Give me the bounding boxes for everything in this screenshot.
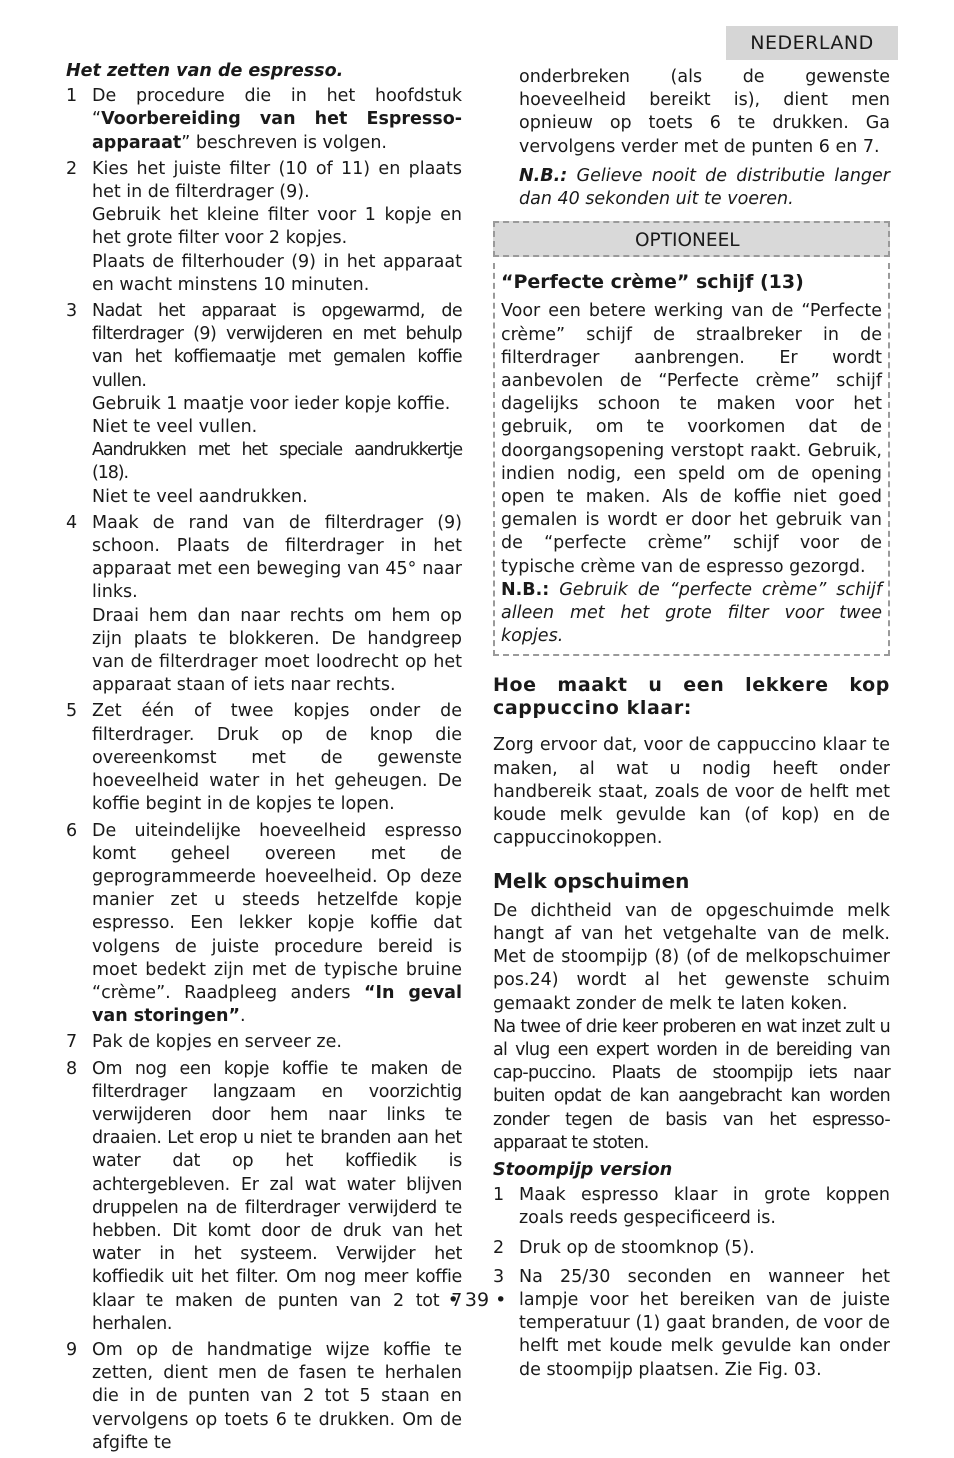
note-cream-disc — [501, 579, 882, 649]
step-text: Aandrukken met het speciale aandrukkertje (18). — [92, 440, 462, 484]
step-text: Kies het juiste filter (10 of 11) en plaats het in de filterdrager (9). — [92, 158, 462, 203]
step-text: Gebruik het kleine filter voor 1 kopje en het grote filter voor 2 kopjes. — [92, 205, 462, 249]
step-text: Nadat het apparaat is opgewarmd, de filterdrager (9) verwijderen en met behulp van het koffiemaatje met gemalen koffie vullen. — [92, 301, 462, 391]
cappuccino-text: Zorg ervoor dat, voor de cappuccino klaar te maken, al wat u nodig heeft onder handbereik staat, zoals de voor de helft met koude melk gevulde kan (of kop) en de cappuccinokoppen. — [493, 735, 890, 849]
left-column — [66, 60, 462, 1458]
optional-content — [493, 263, 890, 656]
list-item — [66, 700, 462, 816]
note-label: N.B.: — [501, 579, 550, 600]
optional-box — [493, 221, 890, 656]
list-item — [66, 1339, 462, 1455]
steam-steps — [493, 1184, 890, 1382]
step-number: 3 — [66, 301, 78, 322]
optional-text: Voor een betere werking van de “Perfecte crème” schijf de straalbreker in de filterdrager aanbrengen. Er wordt aanbevolen de “Perfecte crème” schijf dagelijks schoon te maken voor het gebruik, om te voorkomen dat de doorgangsopening verstopt raakt. Gebruik, indien nodig, een speld om de opening open te maken. Als de koffie niet goed gemalen is wordt er door het gebruik van de “perfecte crème” schijf voor de typische crème van de espresso gezorgd. — [501, 301, 882, 577]
list-item — [66, 158, 462, 297]
list-item — [66, 85, 462, 155]
step-number: 5 — [66, 701, 78, 722]
note-distribution — [519, 165, 890, 211]
step-text: Maak de rand van de filterdrager (9) schoon. Plaats de filterdrager in het apparaat met een beweging van 45° naar links. — [92, 512, 462, 603]
right-column — [493, 66, 890, 1385]
language-tab: NEDERLAND — [726, 26, 898, 60]
step-number: 3 — [493, 1266, 505, 1287]
step-text: Gebruik 1 maatje voor ieder kopje koffie. — [92, 393, 451, 414]
step-number: 6 — [66, 820, 78, 841]
section-heading-espresso: Het zetten van de espresso. — [66, 61, 344, 81]
steam-heading: Stoompijp version — [493, 1159, 673, 1180]
note-text: Gelieve nooit de distributie langer dan 40 sekonden uit te voeren. — [519, 165, 890, 210]
step-text: De procedure die in het hoofdstuk “ — [92, 86, 462, 130]
milk-text: Na twee of drie keer proberen en wat inzet zult u al vlug een expert worden in de bereiding van cap-puccino. Plaats de stoompijp iets naar buiten opdat de kan aangebracht kan worden zonder tegen de basis van het espresso-apparaat te stoten. — [493, 1016, 890, 1153]
step-number: 7 — [66, 1032, 78, 1053]
step-text: ” beschreven is volgen. — [181, 132, 387, 153]
step-text: Maak espresso klaar in grote koppen zoals reeds gespecificeerd is. — [519, 1185, 890, 1229]
espresso-steps — [66, 85, 462, 1455]
list-item — [493, 1184, 890, 1230]
step-number: 2 — [493, 1237, 505, 1258]
step-text: Draai hem dan naar rechts om hem op zijn plaats te blokkeren. De handgreep van de filterdrager moet loodrecht op het apparaat staan of iets naar rechts. — [92, 605, 462, 696]
step-number: 1 — [493, 1185, 505, 1206]
optional-title: “Perfecte crème” schijf (13) — [501, 271, 804, 294]
note-text: Gebruik de “perfecte crème” schijf alleen met het grote filter voor twee kopjes. — [501, 579, 882, 647]
step-text: Om nog een kopje koffie te maken de filterdrager langzaam en voorzichtig verwijderen door hem naar links te draaien. Let erop u niet te branden aan het water dat op het koffiedik is achtergebleven. Er zal wat water blijven druppelen na de filterdrager verwijderd te hebben. Dit komt door de druk van het water in het systeem. Verwijder het koffiedik uit het filter. Om nog meer koffie klaar te maken de punten van 2 tot 7 herhalen. — [92, 1058, 462, 1334]
list-item — [66, 512, 462, 698]
step-text: Om op de handmatige wijze koffie te zetten, dient men de fasen te herhalen die in de punten van 2 tot 5 staan en vervolgens op toets 6 te drukken. Om de afgifte te — [92, 1339, 462, 1453]
step-text: Na 25/30 seconden en wanneer het lampje voor het bereiken van de juiste temperatuur (1) gaat branden, de voor de helft met koude melk gevulde kan onder de stoompijp plaatsen. Zie Fig. 03. — [519, 1266, 890, 1380]
continuation-text: onderbreken (als de gewenste hoeveelheid bereikt is), dient men opnieuw op toets 6 te drukken. Ga vervolgens verder met de punten 6 en 7. — [519, 67, 890, 157]
step-text: De uiteindelijke hoeveelheid espresso komt geheel overeen met de geprogrammeerde hoeveelheid. Op deze manier zet u steeds hetzelfde kopje espresso. Een lekker kopje koffie dat volgens de juiste procedure bereid is moet bedekt zijn met de typische bruine “crème”. Raadpleeg anders — [92, 820, 462, 1003]
step-text: . — [240, 1006, 246, 1027]
step-bold-ref: Voorbereiding van het Espresso-apparaat — [92, 109, 462, 153]
step-number: 9 — [66, 1339, 78, 1360]
step-number: 8 — [66, 1058, 78, 1079]
step-number: 4 — [66, 512, 78, 533]
step-text: Plaats de filterhouder (9) in het apparaat en wacht minstens 10 minuten. — [92, 251, 462, 295]
page-number: • 39 • — [447, 1289, 507, 1311]
list-item — [66, 1031, 462, 1054]
list-item — [66, 300, 462, 509]
step-bold-ref: “In geval van storingen” — [92, 982, 462, 1027]
milk-heading: Melk opschuimen — [493, 869, 690, 894]
cappuccino-heading: Hoe maakt u een lekkere kop cappuccino klaar: — [493, 674, 890, 720]
step-text: Niet te veel vullen. — [92, 417, 258, 438]
step-text: Zet één of twee kopjes onder de filterdrager. Druk op de knop die overeenkomst met de gewenste hoeveelheid water in het geheugen. De koffie begint in de kopjes te lopen. — [92, 701, 462, 815]
step-number: 2 — [66, 158, 78, 179]
list-item — [493, 1266, 890, 1382]
list-item — [493, 1237, 890, 1260]
milk-text: De dichtheid van de opgeschuimde melk hangt af van het vetgehalte van de melk. Met de stoompijp (8) (of de melkopschuimer pos.24) wordt al het gewenste schuim gemaakt zonder de melk te laten koken. — [493, 900, 890, 1014]
step-text: Niet te veel aandrukken. — [92, 486, 308, 507]
optional-label: OPTIONEEL — [493, 221, 890, 257]
step-text: Pak de kopjes en serveer ze. — [92, 1032, 342, 1053]
list-item — [66, 820, 462, 1029]
note-label: N.B.: — [519, 165, 568, 186]
step-number: 1 — [66, 86, 78, 107]
step-text: Druk op de stoomknop (5). — [519, 1237, 755, 1258]
